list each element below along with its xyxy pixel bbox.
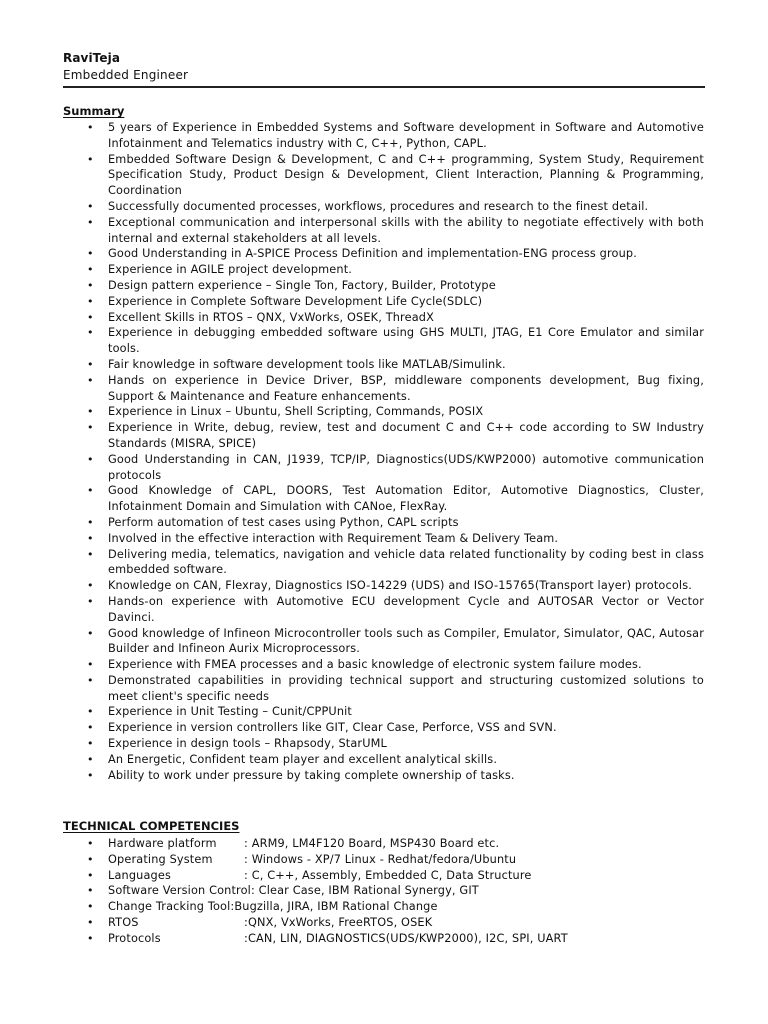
summary-item <box>87 262 704 278</box>
bullet-icon: • <box>87 900 94 914</box>
tech-row-value: : Clear Case, IBM Rational Synergy, GIT <box>250 884 479 898</box>
summary-item <box>87 483 704 515</box>
bullet-icon: • <box>87 152 94 166</box>
summary-item-text: Experience in AGILE project development. <box>108 263 353 277</box>
summary-item <box>87 673 704 705</box>
summary-item <box>87 547 704 579</box>
summary-item-text: Experience in Complete Software Development Life Cycle(SDLC) <box>108 294 483 308</box>
tech-row <box>87 883 704 899</box>
summary-item-text: Experience in debugging embedded software using GHS MULTI, JTAG, E1 Core Emulator and similar tools. <box>108 326 704 356</box>
summary-item-text: Fair knowledge in software development tools like MATLAB/Simulink. <box>108 357 506 371</box>
tech-row <box>87 852 704 868</box>
tech-row <box>87 915 704 931</box>
summary-item-text: Perform automation of test cases using Python, CAPL scripts <box>108 515 459 529</box>
bullet-icon: • <box>87 515 94 529</box>
tech-row-label: Software Version Control <box>108 884 251 898</box>
bullet-icon: • <box>87 278 94 292</box>
summary-item <box>87 373 704 405</box>
summary-item-text: Experience in design tools – Rhapsody, StarUML <box>108 737 387 751</box>
summary-item <box>87 720 704 736</box>
bullet-icon: • <box>87 263 94 277</box>
summary-list <box>87 120 704 783</box>
tech-row-value: :Bugzilla, JIRA, IBM Rational Change <box>230 900 438 914</box>
summary-item-text: Design pattern experience – Single Ton, Factory, Builder, Prototype <box>108 278 496 292</box>
summary-item-text: Involved in the effective interaction with Requirement Team & Delivery Team. <box>108 531 559 545</box>
bullet-icon: • <box>87 405 94 419</box>
bullet-icon: • <box>87 931 94 945</box>
bullet-icon: • <box>87 626 94 640</box>
summary-item-text: Ability to work under pressure by taking complete ownership of tasks. <box>108 768 515 782</box>
bullet-icon: • <box>87 868 94 882</box>
bullet-icon: • <box>87 326 94 340</box>
bullet-icon: • <box>87 452 94 466</box>
bullet-icon: • <box>87 579 94 593</box>
summary-item-text: 5 years of Experience in Embedded Systems and Software development in Software and Automotive Infotainment and Telematics industry with C, C++, Python, CAPL. <box>108 121 704 150</box>
tech-row <box>87 931 704 947</box>
tech-row-value: :QNX, VxWorks, FreeRTOS, OSEK <box>244 915 433 929</box>
bullet-icon: • <box>87 199 94 213</box>
bullet-icon: • <box>87 768 94 782</box>
summary-item-text: Good Understanding in CAN, J1939, TCP/IP, Diagnostics(UDS/KWP2000) automotive communication protocols <box>108 452 704 482</box>
summary-item <box>87 594 704 626</box>
summary-item <box>87 357 704 373</box>
bullet-icon: • <box>87 705 94 719</box>
summary-item-text: Good Understanding in A-SPICE Process Definition and implementation-ENG process group. <box>108 247 637 261</box>
summary-item-text: Demonstrated capabilities in providing technical support and structuring customized solutions to meet client's specific needs <box>108 673 704 703</box>
tech-row-value: : C, C++, Assembly, Embedded C, Data Structure <box>244 868 532 882</box>
tech-row-label: Protocols <box>108 931 161 945</box>
tech-row-value: :CAN, LIN, DIAGNOSTICS(UDS/KWP2000), I2C, SPI, UART <box>244 931 568 945</box>
summary-item <box>87 578 704 594</box>
summary-item <box>87 736 704 752</box>
summary-item-text: Experience in Write, debug, review, test and document C and C++ code according to SW Industry Standards (MISRA, SPICE) <box>108 421 704 450</box>
bullet-icon: • <box>87 294 94 308</box>
summary-item <box>87 325 704 357</box>
summary-item <box>87 404 704 420</box>
candidate-role: Embedded Engineer <box>63 68 189 82</box>
tech-row <box>87 836 704 852</box>
bullet-icon: • <box>87 852 94 866</box>
summary-item <box>87 199 704 215</box>
bullet-icon: • <box>87 884 94 898</box>
bullet-icon: • <box>87 737 94 751</box>
summary-item <box>87 531 704 547</box>
technical-competencies-list <box>87 836 704 947</box>
bullet-icon: • <box>87 484 94 498</box>
summary-item-text: Experience in Unit Testing – Cunit/CPPUnit <box>108 705 353 719</box>
bullet-icon: • <box>87 373 94 387</box>
bullet-icon: • <box>87 357 94 371</box>
bullet-icon: • <box>87 531 94 545</box>
summary-item <box>87 768 704 784</box>
bullet-icon: • <box>87 673 94 687</box>
summary-item <box>87 752 704 768</box>
summary-item <box>87 215 704 247</box>
bullet-icon: • <box>87 247 94 261</box>
summary-item <box>87 704 704 720</box>
technical-competencies-heading: TECHNICAL COMPETENCIES <box>63 819 240 833</box>
tech-row-label: Change Tracking Tool <box>108 900 231 914</box>
summary-item-text: Hands-on experience with Automotive ECU development Cycle and AUTOSAR Vector or Vector Davinci. <box>108 594 704 624</box>
summary-item-text: Delivering media, telematics, navigation and vehicle data related functionality by coding best in class embedded software. <box>108 547 704 577</box>
summary-item-text: Good Knowledge of CAPL, DOORS, Test Automation Editor, Automotive Diagnostics, Cluster, Infotainment Domain and Simulation with CANoe, FlexRay. <box>108 484 704 514</box>
bullet-icon: • <box>87 421 94 435</box>
bullet-icon: • <box>87 215 94 229</box>
bullet-icon: • <box>87 752 94 766</box>
summary-item <box>87 626 704 658</box>
summary-item-text: Embedded Software Design & Development, C and C++ programming, System Study, Requirement Specification Study, Product Design & Development, Client Interaction, Planning & Programming, Coordination <box>108 152 704 198</box>
summary-item <box>87 278 704 294</box>
bullet-icon: • <box>87 310 94 324</box>
summary-item <box>87 294 704 310</box>
tech-row-value: : Windows - XP/7 Linux - Redhat/fedora/Ubuntu <box>244 852 517 866</box>
header-divider <box>63 86 705 88</box>
tech-row-label: RTOS <box>108 915 139 929</box>
summary-item-text: Excellent Skills in RTOS – QNX, VxWorks, OSEK, ThreadX <box>108 310 434 324</box>
bullet-icon: • <box>87 658 94 672</box>
summary-item <box>87 152 704 199</box>
summary-item <box>87 452 704 484</box>
candidate-name: RaviTeja <box>63 51 121 65</box>
bullet-icon: • <box>87 121 94 134</box>
summary-item <box>87 246 704 262</box>
summary-heading: Summary <box>63 104 125 118</box>
summary-item <box>87 657 704 673</box>
summary-item <box>87 120 704 152</box>
summary-item <box>87 515 704 531</box>
summary-item-text: Good knowledge of Infineon Microcontroller tools such as Compiler, Emulator, Simulator, QAC, Autosar Builder and Infineon Aurix Microprocessors. <box>108 626 704 656</box>
bullet-icon: • <box>87 837 94 850</box>
bullet-icon: • <box>87 915 94 929</box>
tech-row-value: : ARM9, LM4F120 Board, MSP430 Board etc. <box>244 837 500 850</box>
bullet-icon: • <box>87 594 94 608</box>
summary-item-text: Experience in Linux – Ubuntu, Shell Scripting, Commands, POSIX <box>108 405 484 419</box>
summary-item <box>87 310 704 326</box>
summary-item-text: Successfully documented processes, workflows, procedures and research to the finest detail. <box>108 199 649 213</box>
summary-item-text: Exceptional communication and interpersonal skills with the ability to negotiate effectively with both internal and external stakeholders at all levels. <box>108 215 704 245</box>
bullet-icon: • <box>87 547 94 561</box>
tech-row-label: Languages <box>108 868 171 882</box>
summary-item <box>87 420 704 452</box>
summary-item-text: Hands on experience in Device Driver, BSP, middleware components development, Bug fixing, Support & Maintenance and Feature enhancements. <box>108 373 704 403</box>
tech-row-label: Operating System <box>108 852 213 866</box>
bullet-icon: • <box>87 721 94 735</box>
tech-row <box>87 868 704 884</box>
summary-item-text: An Energetic, Confident team player and excellent analytical skills. <box>108 752 498 766</box>
summary-item-text: Experience in version controllers like GIT, Clear Case, Perforce, VSS and SVN. <box>108 721 557 735</box>
summary-item-text: Knowledge on CAN, Flexray, Diagnostics ISO-14229 (UDS) and ISO-15765(Transport layer) protocols. <box>108 579 692 593</box>
tech-row-label: Hardware platform <box>108 837 217 850</box>
tech-row <box>87 899 704 915</box>
summary-item-text: Experience with FMEA processes and a basic knowledge of electronic system failure modes. <box>108 658 642 672</box>
